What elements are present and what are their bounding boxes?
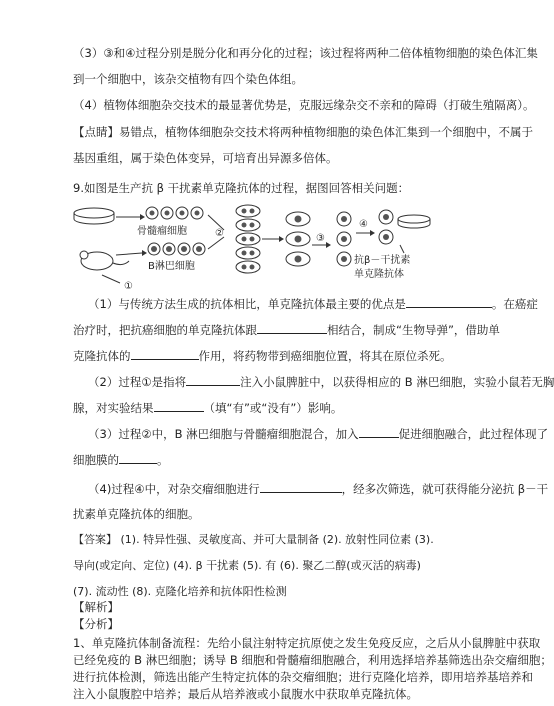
fused-cells (236, 205, 260, 273)
answer-line: (7). 流动性 (8). 克隆化培养和抗体阳性检测 (73, 585, 287, 598)
text-line: 进行抗体检测，筛选出能产生特定抗体的杂交瘤细胞；进行克隆化培养，即用培养基培养和 (73, 670, 533, 684)
question-line: 扰素单克隆抗体的细胞。 (73, 507, 200, 521)
b-lymphocytes (148, 243, 205, 255)
answer-line: 导向(或定向、定位) (4). β 干扰素 (5). 有 (6). 聚乙二醇(或灭活的病毒) (73, 559, 421, 572)
hybridoma-cells (286, 212, 310, 266)
monoclonal-cells (379, 210, 393, 244)
question-line: 腺，对实验结果 （填“有”或“没有”）影响。 (73, 401, 343, 415)
text-line: 【点睛】易错点，植物体细胞杂交技术将两种植物细胞的染色体汇集到一个细胞中，不属于 (73, 125, 533, 139)
text-line: 到一个细胞中，该杂交植物有四个染色体组。 (73, 72, 303, 86)
answer-blank[interactable] (186, 374, 240, 386)
section-heading: 【解析】 (73, 600, 119, 614)
antibody-secreting-cells (337, 212, 351, 266)
question-line: 治疗时，把抗癌细胞的单克隆抗体跟 相结合，制成“生物导弹”，借助单 (73, 323, 500, 337)
question-line: 细胞膜的 。 (73, 453, 169, 467)
petri-dish-icon (398, 215, 430, 228)
myeloma-label: 骨髓瘤细胞 (137, 226, 187, 237)
text-line: 已经免疫的 B 淋巴细胞；诱导 B 细胞和骨髓瘤细胞融合，利用选择培养基筛选出杂交瘤细胞； (73, 653, 552, 667)
antibody-production-diagram (72, 205, 432, 295)
text-line: （4）植物体细胞杂交技术的最显著优势是，克服远缘杂交不亲和的障碍（打破生殖隔离）。 (73, 98, 535, 112)
answer-blank[interactable] (257, 322, 327, 334)
antibody-label-line1: 抗β－干扰素 (354, 255, 411, 266)
step-1-label: ① (124, 281, 133, 292)
step-3-label: ③ (316, 233, 325, 244)
step-2-label: ② (215, 228, 224, 239)
question-title: 9.如图是生产抗 β 干扰素单克隆抗体的过程，据图回答相关问题： (73, 181, 410, 195)
text-line: 注入小鼠腹腔中培养；最后从培养液或小鼠腹水中获取单克隆抗体。 (73, 687, 418, 701)
question-line: （1）与传统方法生成的抗体相比，单克隆抗体最主要的优点是 。在癌症 (88, 297, 538, 311)
answer-blank[interactable] (131, 348, 199, 360)
petri-dish-icon (74, 208, 114, 224)
text-line: 1、单克隆抗体制备流程：先给小鼠注射特定抗原使之发生免疫反应，之后从小鼠脾脏中获取 (73, 636, 541, 650)
answer-line: 【答案】 (1). 特异性强、灵敏度高、并可大量制备 (2). 放射性同位素 (3). (73, 533, 434, 546)
question-line: 克隆抗体的 作用，将药物带到癌细胞位置，将其在原位杀死。 (73, 349, 452, 363)
answer-blank[interactable] (406, 296, 492, 308)
mouse-icon (80, 251, 129, 283)
myeloma-cells (146, 207, 203, 219)
answer-blank[interactable] (260, 481, 342, 493)
answer-blank[interactable] (359, 426, 399, 438)
section-heading: 【分析】 (73, 617, 119, 631)
question-line: （3）过程②中，B 淋巴细胞与骨髓瘤细胞混合，加入 促进细胞融合，此过程体现了 (88, 427, 549, 441)
question-line: （2）过程①是指将 注入小鼠脾脏中，以获得相应的 B 淋巴细胞，实验小鼠若无胸 (88, 375, 554, 389)
answer-blank[interactable] (154, 400, 204, 412)
text-line: （3）③和④过程分别是脱分化和再分化的过程；该过程将两种二倍体植物细胞的染色体汇集 (73, 46, 538, 60)
answer-blank[interactable] (119, 452, 157, 464)
question-line: （4)过程④中，对杂交瘤细胞进行 ，经多次筛选，就可获得能分泌抗 β－干 (88, 482, 549, 496)
antibody-label-line2: 单克隆抗体 (354, 269, 404, 280)
b-lymphocyte-label: B淋巴细胞 (148, 261, 195, 272)
step-4-label: ④ (359, 219, 368, 230)
text-line: 基因重组，属于染色体变异，可培育出异源多倍体。 (73, 151, 338, 165)
